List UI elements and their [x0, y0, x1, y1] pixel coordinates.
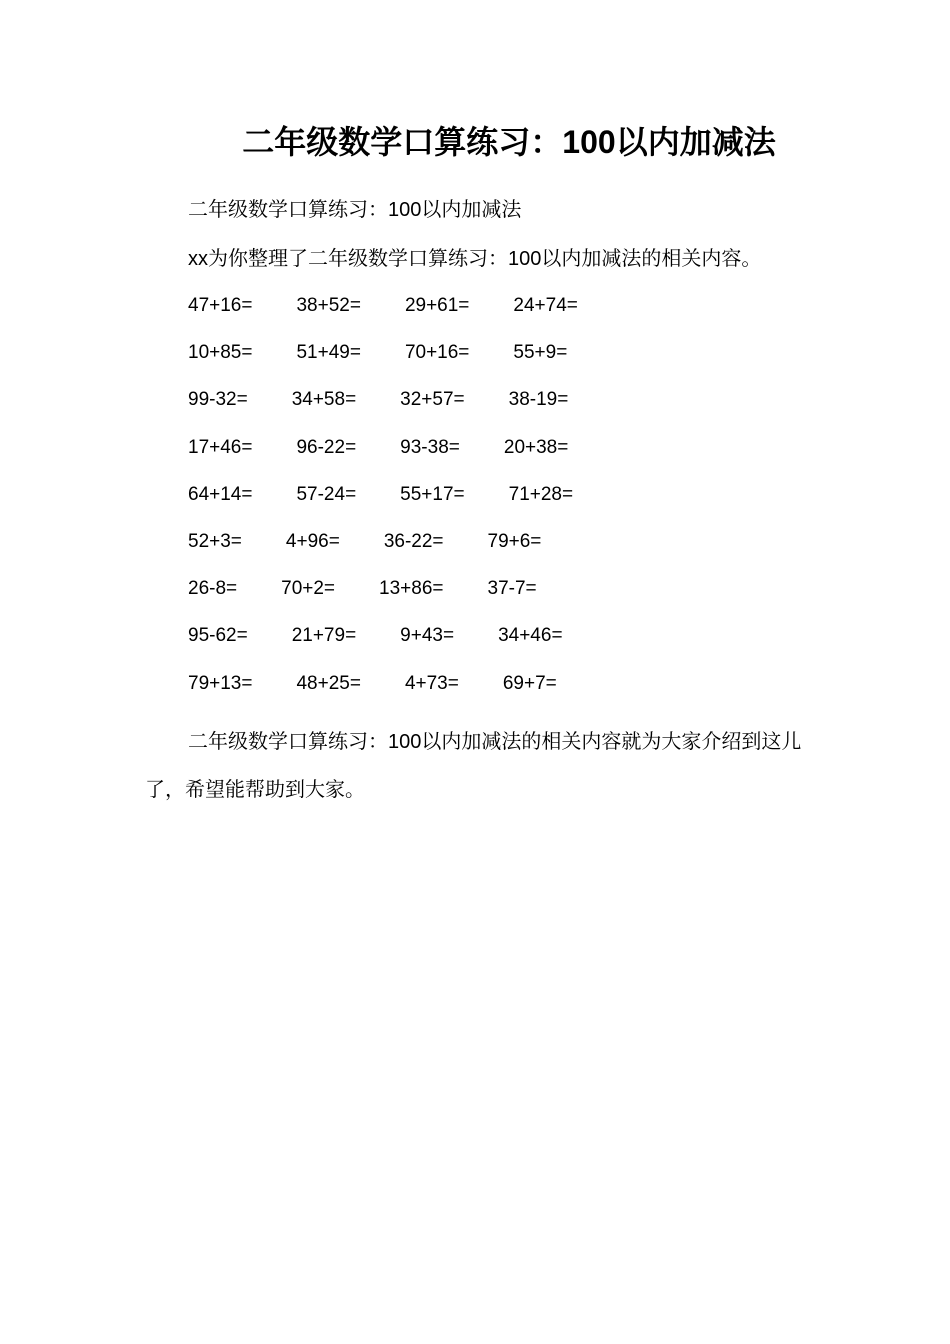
problem: 79+13= [188, 672, 253, 694]
problem: 47+16= [188, 295, 253, 316]
problem: 26-8= [188, 578, 238, 600]
closing-paragraph [145, 718, 825, 814]
problem: 37-7= [487, 578, 537, 600]
problem: 55+9= [513, 342, 568, 364]
problem-row [188, 385, 622, 432]
problem: 9+43= [400, 625, 455, 647]
problem: 69+7= [502, 672, 557, 694]
problem: 17+46= [188, 436, 253, 458]
intro-heading-paragraph: 二年级数学口算练习：100以内加减法 [188, 199, 522, 221]
problem: 34+58= [291, 389, 357, 411]
closing-text: 二年级数学口算练习：100以内加减法的相关内容就为大家介绍到这儿了，希望能帮助到大家。 [145, 731, 802, 801]
problem: 79+6= [487, 530, 542, 552]
problem: 20+38= [503, 436, 569, 458]
problem: 64+14= [188, 483, 253, 505]
problem: 95-62= [188, 625, 248, 647]
problem-row [188, 338, 622, 385]
problem: 24+74= [513, 295, 578, 316]
problem: 29+61= [404, 295, 470, 316]
problem: 99-32= [188, 389, 248, 411]
problem: 4+96= [285, 530, 340, 552]
problem: 34+46= [498, 625, 563, 647]
problem: 70+2= [281, 578, 336, 600]
problem-row [188, 621, 622, 668]
document-title: 二年级数学口算练习：100以内加减法 [242, 124, 776, 160]
problem: 38-19= [508, 389, 569, 411]
problem-row [188, 527, 622, 574]
problem-row [188, 291, 622, 338]
problem: 70+16= [404, 342, 470, 364]
problem: 32+57= [400, 389, 465, 411]
problem: 13+86= [379, 578, 444, 600]
problem: 93-38= [400, 436, 460, 458]
problem-row [188, 574, 622, 621]
problem: 4+73= [404, 672, 459, 694]
problem: 48+25= [296, 672, 361, 694]
problem: 21+79= [291, 625, 357, 647]
problem-row [188, 480, 622, 527]
problem-row [188, 433, 622, 480]
problem: 57-24= [296, 483, 357, 505]
problem: 55+17= [400, 483, 465, 505]
problem: 36-22= [383, 530, 444, 552]
intro-description-paragraph: xx为你整理了二年级数学口算练习：100以内加减法的相关内容。 [188, 248, 762, 270]
problem: 52+3= [188, 530, 242, 552]
problem: 10+85= [188, 342, 253, 364]
problem-row [188, 669, 622, 716]
problem: 96-22= [296, 436, 357, 458]
problem: 38+52= [296, 295, 361, 316]
problem: 71+28= [508, 483, 574, 505]
problem: 51+49= [296, 342, 361, 364]
arithmetic-drill [188, 291, 622, 716]
